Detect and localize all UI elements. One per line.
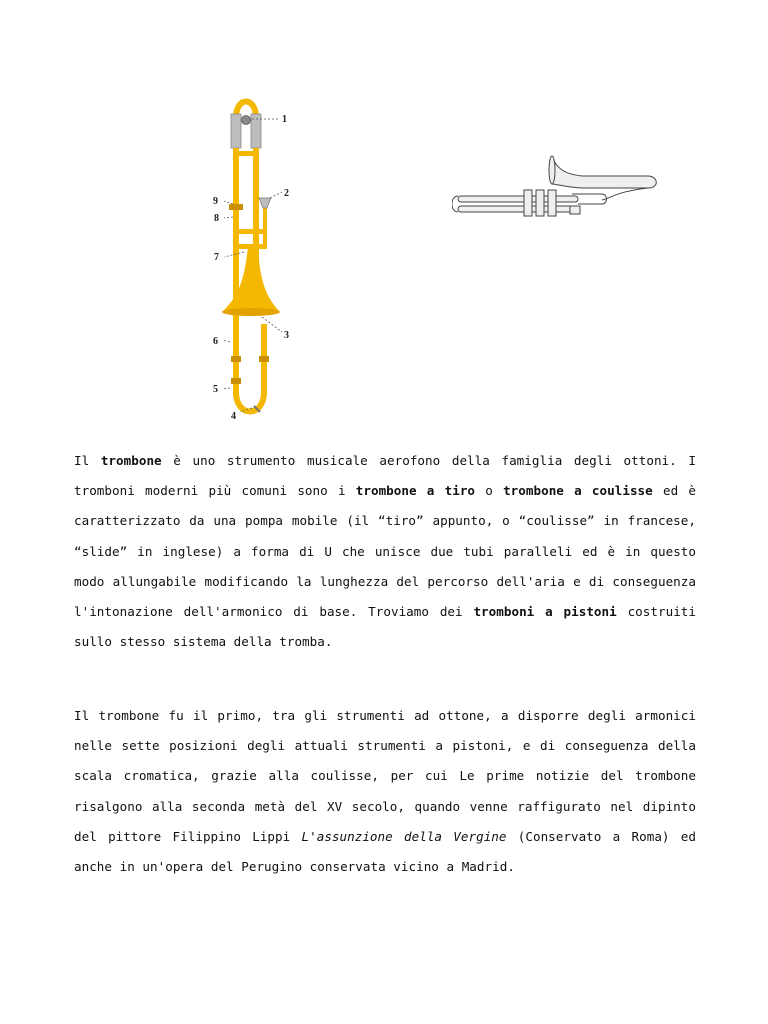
valve-trombone-illustration (452, 148, 666, 228)
bold-term-trombone-a-tiro: trombone a tiro (355, 483, 476, 499)
bold-term-tromboni-a-pistoni: tromboni a pistoni (473, 604, 617, 620)
bold-term-trombone-a-coulisse: trombone a coulisse (503, 483, 653, 499)
part-label-8: 8 (214, 213, 219, 224)
text-run: o (475, 483, 504, 499)
text-run: costruiti sullo stesso sistema della tromba. (74, 604, 696, 650)
trombone-slide-illustration (200, 92, 310, 422)
valve-trombone-drawing (452, 148, 666, 228)
part-label-1: 1 (282, 114, 287, 125)
paragraph-trombone-history (74, 701, 696, 882)
bold-term-trombone: trombone (100, 453, 162, 468)
italic-artwork-title: L'assunzione della Vergine (301, 828, 507, 844)
part-label-5: 5 (213, 384, 218, 395)
trombone-slide-diagram (200, 92, 310, 422)
part-label-3: 3 (284, 330, 289, 341)
part-label-6: 6 (213, 336, 218, 347)
part-label-7: 7 (214, 252, 219, 263)
text-run: è uno strumento musicale aerofono della famiglia degli ottoni. I tromboni moderni più comuni sono i (74, 453, 696, 499)
paragraph-trombone-intro (74, 446, 696, 657)
text-run: (Conservato a Roma) ed anche in un'opera del Perugino conservata vicino a Madrid. (74, 828, 696, 875)
part-label-9: 9 (213, 196, 218, 207)
text-run: Il (74, 453, 101, 468)
text-run: ed è caratterizzato da una pompa mobile (il “tiro” appunto, o “coulisse” in francese, “slide” in inglese) a forma di U che unisce due tubi paralleli ed è in questo modo allungabile modificando la lunghezza del percorso dell'aria e di conseguenza l'intonazione dell'armonico di base. Troviamo dei (74, 483, 696, 620)
part-label-4: 4 (231, 411, 236, 422)
part-label-2: 2 (284, 188, 289, 199)
text-run: Il trombone fu il primo, tra gli strumenti ad ottone, a disporre degli armonici nelle sette posizioni degli attuali strumenti a pistoni, e di conseguenza della scala cromatica, grazie alla coulisse, per cui Le prime notizie del trombone risalgono alla seconda metà del XV secolo, quando venne raffigurato nel dipinto del pittore Filippino Lippi (74, 708, 696, 844)
